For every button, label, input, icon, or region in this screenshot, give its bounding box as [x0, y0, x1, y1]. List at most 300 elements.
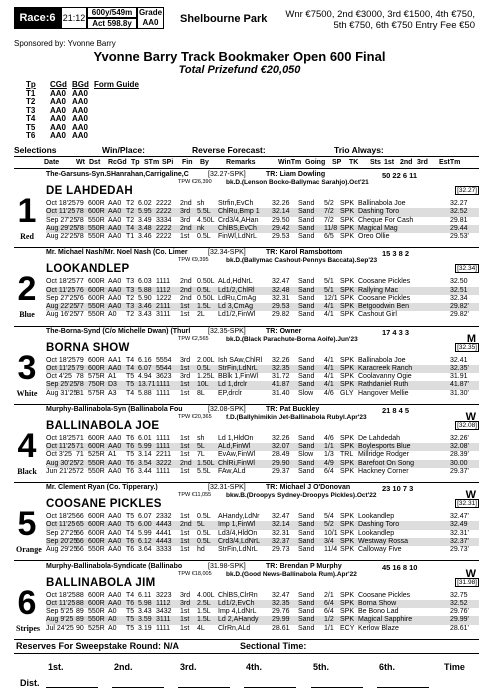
column-header: Going [305, 159, 326, 166]
form-cell: T5 [126, 616, 135, 624]
form-cell: 3223 [156, 591, 172, 599]
trap-bgd: AA0 [72, 105, 89, 115]
form-cell: Sand [298, 278, 315, 286]
form-cell: 4443 [156, 521, 172, 529]
form-cell: 600R [88, 513, 105, 521]
form-cell: 2.5L [197, 599, 211, 607]
pedigree: bk.D.(Lenson Bocko-Ballymac Sarahjo).Oct'21 [226, 179, 369, 186]
owner-grade: [32.31-SPK] [208, 484, 246, 492]
form-cell: 89 [76, 616, 84, 624]
form-cell: Sand [298, 373, 315, 381]
dist-line-6 [377, 687, 429, 688]
form-cell: 1111 [156, 468, 171, 476]
form-cell: T3 [126, 303, 135, 311]
form-cell: 7/2 [324, 216, 334, 224]
column-header: Dst [89, 159, 101, 166]
trap-id: T3 [26, 105, 36, 115]
form-cell: 5/1 [324, 286, 334, 294]
form-cell: SPK [340, 278, 355, 286]
column-header: Tp [131, 159, 140, 166]
form-cell: Dashing Toro [358, 521, 400, 529]
form-cell: 600R [88, 443, 105, 451]
form-cell: 3.14 [138, 451, 152, 459]
trainer-name: TR: Michael J O'Donovan [266, 484, 351, 492]
trap-colour: White [16, 388, 38, 398]
tpw-amount: TPW €20,365 [178, 413, 212, 420]
form-cell: Aug 22'25 [46, 233, 78, 241]
form-cell: 2nd [180, 200, 192, 207]
column-header: Date [44, 159, 60, 166]
form-cell: 29.73' [450, 546, 469, 554]
form-cell: Ld1/2,ChlRl [218, 286, 255, 294]
form-cell: AA0 [108, 468, 122, 476]
trap-colour: Red [20, 232, 34, 241]
form-cell: 1/1 [324, 443, 334, 451]
trainer-stats: 23 10 7 3 [382, 484, 414, 494]
form-cell: SPK [340, 356, 355, 364]
pedigree: f.D.(Ballyhimikin Jet-Ballinabola Rubyl.Apr'23 [226, 413, 367, 421]
place-2nd: 2nd. [114, 662, 133, 672]
form-cell: Sand [298, 459, 315, 467]
form-cell: 1.5L [197, 608, 211, 616]
trap-bgd: AA0 [72, 122, 89, 132]
column-header: 2nd [400, 159, 413, 166]
form-cell: 1.5L [197, 303, 211, 311]
form-cell: 76 [76, 286, 84, 294]
trainer-name: TR: Owner [266, 327, 302, 335]
form-cell: D3 [108, 381, 117, 389]
form-cell: 3.19 [138, 624, 152, 632]
grade-value: AA0 [142, 18, 159, 27]
form-cell: Ballinabola Joe [358, 200, 406, 207]
form-cell: 6/5 [324, 233, 334, 241]
form-cell: 11/4 [324, 546, 338, 554]
form-cell: 1st [180, 529, 190, 537]
form-cell: 88 [76, 599, 84, 607]
form-cell: FAw,ALd [218, 468, 246, 476]
form-cell: Ld 1,drclr [218, 381, 248, 389]
form-cell: 29.99 [272, 616, 290, 624]
form-cell: 750R [88, 381, 105, 389]
form-cell: De Lahdedah [358, 434, 401, 442]
trap-number: 3 [17, 348, 37, 387]
form-cell: 32.75 [450, 591, 468, 599]
form-cell: A0 [108, 616, 117, 624]
form-row [46, 451, 479, 459]
form-cell: AA0 [108, 233, 122, 241]
form-cell: 32.14 [272, 521, 290, 529]
form-cell: 6.01 [138, 434, 152, 442]
form-cell: 550R [88, 546, 105, 554]
form-cell: A0 [108, 608, 117, 616]
form-cell: 12/1 [324, 294, 338, 302]
form-cell: 525R [88, 624, 105, 632]
form-cell: 32.50 [450, 278, 468, 286]
form-cell: 28.39' [450, 451, 469, 459]
form-cell: Cashout Girl [358, 311, 397, 319]
form-cell: 3rd [180, 599, 191, 607]
trap-id: T2 [26, 97, 36, 106]
form-table [46, 435, 479, 476]
form-cell: T5 [126, 624, 135, 632]
form-cell: Sand [298, 608, 315, 616]
column-header: Fin [182, 159, 193, 166]
header-bgd: BGd [72, 80, 89, 89]
form-cell: T1 [126, 233, 135, 241]
form-cell: 1111 [156, 434, 171, 442]
form-cell: 77 [76, 303, 84, 311]
form-cell: 575R [88, 373, 105, 381]
form-cell: 32.26 [272, 200, 290, 207]
form-cell: SPK [340, 364, 355, 372]
form-cell: 32.34 [450, 294, 468, 302]
form-cell: T3 [126, 278, 135, 286]
trap-number: 2 [17, 270, 37, 309]
form-cell: Sand [298, 443, 315, 451]
form-cell: 2211 [156, 451, 172, 459]
form-cell: 1st [180, 434, 190, 442]
dist-line-4 [244, 687, 296, 688]
form-cell: Crd3/4,LdNrL [218, 538, 261, 546]
form-cell: 0.5L [197, 286, 211, 294]
form-cell: AA0 [108, 538, 122, 546]
form-cell: 29.82' [450, 311, 469, 319]
form-cell: StrFin,LdNrL [218, 546, 258, 554]
form-cell: EP,drclr [218, 389, 242, 397]
place-5th: 5th. [313, 662, 330, 672]
form-cell: 600R [88, 529, 105, 537]
form-cell: 4/1 [324, 381, 334, 389]
form-cell: Hangover Mellie [358, 389, 409, 397]
trainer-name: TR: Liam Dowling [266, 171, 326, 178]
form-cell: Aug 29'25 [46, 224, 78, 232]
form-cell: 71 [76, 443, 84, 451]
trap-cgd: AA0 [50, 97, 67, 106]
pedigree: bkw.B.(Droopys Sydney-Droopys Pickles).Oct'22 [226, 492, 377, 500]
runner-trap-6 [14, 562, 479, 640]
form-cell: T4 [126, 389, 135, 397]
form-cell: T2 [126, 200, 135, 207]
form-cell: SPK [340, 546, 355, 554]
form-cell: T4 [126, 529, 135, 537]
form-cell: Sand [298, 529, 315, 537]
form-cell: Sand [298, 303, 315, 311]
form-cell: 31.40 [272, 389, 290, 397]
forecast-letter: W [465, 489, 476, 502]
form-table [46, 200, 479, 241]
form-cell: Calloway Five [358, 546, 402, 554]
form-cell: ChlBS,EvCh [218, 224, 257, 232]
form-cell: 1st [180, 303, 190, 311]
form-cell: 28.61' [450, 624, 469, 632]
form-cell: SPK [340, 216, 355, 224]
form-cell: T6 [126, 459, 135, 467]
form-cell: 90 [76, 624, 84, 632]
form-cell: Aug 9'25 [46, 616, 74, 624]
form-cell: AA0 [108, 303, 122, 311]
form-cell: TRL [340, 451, 354, 459]
forecast-letter: M [466, 332, 476, 345]
form-cell: AA1 [108, 356, 122, 364]
form-cell: SPK [340, 599, 355, 607]
tpw-amount: TPW €9,395 [178, 257, 209, 264]
form-cell: 600R [88, 434, 105, 442]
form-cell: SPK [340, 538, 355, 546]
form-cell: 1st [180, 443, 190, 451]
venue-name: Shelbourne Park [180, 13, 268, 25]
form-cell: 31.30' [450, 389, 469, 397]
form-cell: Sand [298, 364, 315, 372]
column-header: RcGd [108, 159, 127, 166]
form-cell: 6.07 [138, 364, 152, 372]
form-cell: Sep 27'25 [46, 529, 78, 537]
grade-label: Grade [138, 8, 163, 17]
form-cell: 41.87' [450, 381, 469, 389]
form-cell: 81 [76, 389, 84, 397]
form-cell: 2.00L [197, 356, 215, 364]
place-time: Time [444, 662, 465, 672]
form-cell: 1st [180, 538, 190, 546]
form-cell: 6.02 [138, 200, 152, 207]
form-cell: 66 [76, 538, 84, 546]
form-cell: Crd3/4,AHan [218, 216, 259, 224]
form-cell: 3111 [156, 311, 171, 319]
greyhound-name: BORNA SHOW [46, 341, 130, 354]
form-cell: Oct 11'25 [46, 208, 76, 216]
tpw-amount: TPW €11,055 [178, 492, 212, 499]
form-cell: 1.25L [197, 373, 215, 381]
form-row [46, 468, 479, 476]
owner-name: The-Borna-Synd (C/o Michelle Dwan) (Thurl [46, 327, 191, 335]
form-cell: 3111 [156, 616, 171, 624]
form-cell: BBlk 1,FinWl [218, 373, 259, 381]
trap-grades-table [26, 81, 139, 141]
form-cell: Sep 5'25 [46, 608, 74, 616]
form-cell: AA0 [108, 546, 122, 554]
form-cell: Westway Rossa [358, 538, 409, 546]
form-cell: T5 [126, 608, 135, 616]
selections-bar [14, 145, 479, 157]
form-cell: Oct 18'25 [46, 200, 76, 207]
form-cell: 1111 [156, 624, 171, 632]
form-cell: 78 [76, 216, 84, 224]
form-cell: Millridge Rodger [358, 451, 409, 459]
form-cell: SPK [340, 616, 355, 624]
form-cell: 10L [197, 381, 209, 389]
form-cell: Oct 3'25 [46, 451, 72, 459]
form-cell: 1st [180, 451, 190, 459]
form-cell: 32.07 [272, 443, 290, 451]
race-time: 21:12 [61, 7, 87, 29]
form-cell: 79 [76, 356, 84, 364]
form-cell: Imp 4,LdNrL [218, 608, 257, 616]
form-cell: Ld 3,CmAg [218, 303, 254, 311]
form-cell: 3623 [156, 373, 172, 381]
header-form-guide: Form Guide [94, 80, 139, 89]
form-cell: 1st [180, 364, 190, 372]
form-cell: T2 [126, 208, 135, 216]
form-cell: Aug 16'25 [46, 311, 78, 319]
runner-trap-3 [14, 327, 479, 405]
form-table [46, 278, 479, 319]
tpw-amount: TPW €26,390 [178, 179, 212, 185]
form-cell: 3/4 [324, 538, 334, 546]
form-cell: T5 [126, 513, 135, 521]
form-cell: SPK [340, 294, 355, 302]
form-cell: 32.37 [272, 538, 290, 546]
form-cell: SPK [340, 200, 355, 207]
form-cell: T2 [126, 216, 135, 224]
form-row [46, 365, 479, 373]
form-cell: SPK [340, 434, 355, 442]
form-cell: 600R [88, 286, 105, 294]
form-cell: sh [197, 434, 205, 442]
form-cell: Jun 21'25 [46, 468, 77, 476]
form-cell: 3222 [156, 459, 172, 467]
form-cell: 29.53 [272, 303, 290, 311]
form-cell: 550R [88, 468, 105, 476]
form-cell: Sand [298, 356, 315, 364]
form-cell: 4/9 [324, 459, 334, 467]
form-cell: 32.52 [450, 208, 468, 216]
form-cell: 11/8 [324, 224, 338, 232]
form-row [46, 460, 479, 468]
form-cell: 66 [76, 529, 84, 537]
form-cell: 0.5L [197, 538, 211, 546]
form-row [46, 287, 479, 295]
race-subtitle: Total Prizefund €20,050 [178, 64, 301, 76]
form-cell: Oct 11'25 [46, 364, 76, 372]
form-cell: 0.50L [197, 278, 215, 286]
form-cell: 6/4 [324, 468, 334, 476]
form-cell: 550R [88, 459, 105, 467]
form-cell: AA0 [108, 521, 122, 529]
form-cell: T6 [126, 546, 135, 554]
form-row [46, 200, 479, 208]
form-cell: Oct 18'25 [46, 278, 76, 286]
form-cell: 1st [180, 513, 190, 521]
form-cell: 2nd [180, 286, 192, 294]
trainer-stats: 17 4 3 3 [382, 327, 410, 337]
form-cell: 32.08' [450, 443, 469, 451]
form-cell: 1st [180, 389, 190, 397]
form-cell: 66 [76, 546, 84, 554]
form-cell: Ld 1,HldOn [218, 434, 254, 442]
owner-name: Murphy-Ballinabola-Syndicate (Ballinabo [46, 562, 183, 570]
form-cell: 79 [76, 364, 84, 372]
trap-number: 6 [17, 583, 37, 622]
form-cell: 3.48 [138, 224, 152, 232]
form-cell: SPK [340, 303, 355, 311]
result-placings [14, 657, 479, 695]
form-cell: Borna Show [358, 599, 397, 607]
form-table [46, 592, 479, 633]
form-row [46, 233, 479, 241]
form-cell: FinWl,LdNrL [218, 233, 257, 241]
form-cell: 5544 [156, 364, 172, 372]
form-cell: 600R [88, 208, 105, 216]
form-row [46, 381, 479, 389]
form-cell: 71 [76, 434, 84, 442]
form-cell: 1/3 [324, 451, 334, 459]
form-row [46, 357, 479, 365]
form-cell: 29.82' [450, 303, 469, 311]
form-cell: T6 [126, 538, 135, 546]
trap-bgd: AA0 [72, 88, 89, 98]
form-cell: 4/1 [324, 373, 334, 381]
trap-colour: Orange [16, 545, 42, 555]
form-cell: 29.81 [450, 216, 468, 224]
form-cell: T4 [126, 356, 135, 364]
form-cell: Oct 11'25 [46, 599, 76, 607]
form-cell: 10/1 [324, 529, 338, 537]
form-cell: 1st [180, 233, 190, 241]
form-cell: T5 [126, 381, 135, 389]
form-cell: Hackney Corner [358, 468, 409, 476]
form-cell: Sand [298, 434, 315, 442]
form-cell: Oct 18'25 [46, 356, 76, 364]
form-cell: 5/1 [324, 278, 334, 286]
header-cgd: CGd [50, 80, 67, 89]
form-row [46, 616, 479, 624]
form-cell: 1st [180, 381, 190, 389]
form-cell: Lookandlep [358, 513, 395, 521]
form-cell: 29.82 [272, 311, 290, 319]
dist-line-5 [311, 687, 363, 688]
form-cell: 600R [88, 591, 105, 599]
form-cell: 550R [88, 303, 105, 311]
form-cell: AA0 [108, 216, 122, 224]
form-cell: hd [197, 546, 205, 554]
form-row [46, 295, 479, 303]
form-cell: Sand [298, 381, 315, 389]
trap-colour: Black [17, 466, 37, 476]
form-cell: A1 [108, 373, 117, 381]
form-cell: 4/1 [324, 356, 334, 364]
form-cell: Sand [298, 513, 315, 521]
form-cell: Oct 18'25 [46, 513, 76, 521]
form-cell: 2nd [180, 294, 192, 302]
form-cell: SPK [340, 311, 355, 319]
form-cell: A0 [108, 311, 117, 319]
reserves-bar [14, 640, 479, 654]
trainer-stats: 15 3 8 2 [382, 249, 410, 259]
column-header: SP [332, 159, 342, 166]
runner-trap-2 [14, 248, 479, 326]
form-cell: SPK [340, 224, 355, 232]
form-cell: LdRu,CmAg [218, 294, 257, 302]
form-cell: 77 [76, 311, 84, 319]
form-cell: GLY [340, 389, 354, 397]
form-cell: AA0 [108, 364, 122, 372]
form-cell: T4 [126, 224, 135, 232]
form-cell: SPK [340, 286, 355, 294]
form-cell: 3rd [180, 216, 191, 224]
runner-trap-4 [14, 405, 479, 483]
form-cell: AA0 [108, 443, 122, 451]
form-cell: 600R [88, 599, 105, 607]
form-cell: 1112 [156, 599, 171, 607]
form-cell: 66 [76, 513, 84, 521]
form-cell: Oct 4'25 [46, 373, 72, 381]
form-cell: Sand [298, 599, 315, 607]
form-cell: Sep 20'25 [46, 538, 78, 546]
form-cell: AA0 [108, 459, 122, 467]
greyhound-name: DE LAHDEDAH [46, 185, 133, 197]
form-cell: 600R [88, 538, 105, 546]
form-cell: 32.35 [272, 599, 290, 607]
form-cell: 28.61 [272, 624, 290, 632]
